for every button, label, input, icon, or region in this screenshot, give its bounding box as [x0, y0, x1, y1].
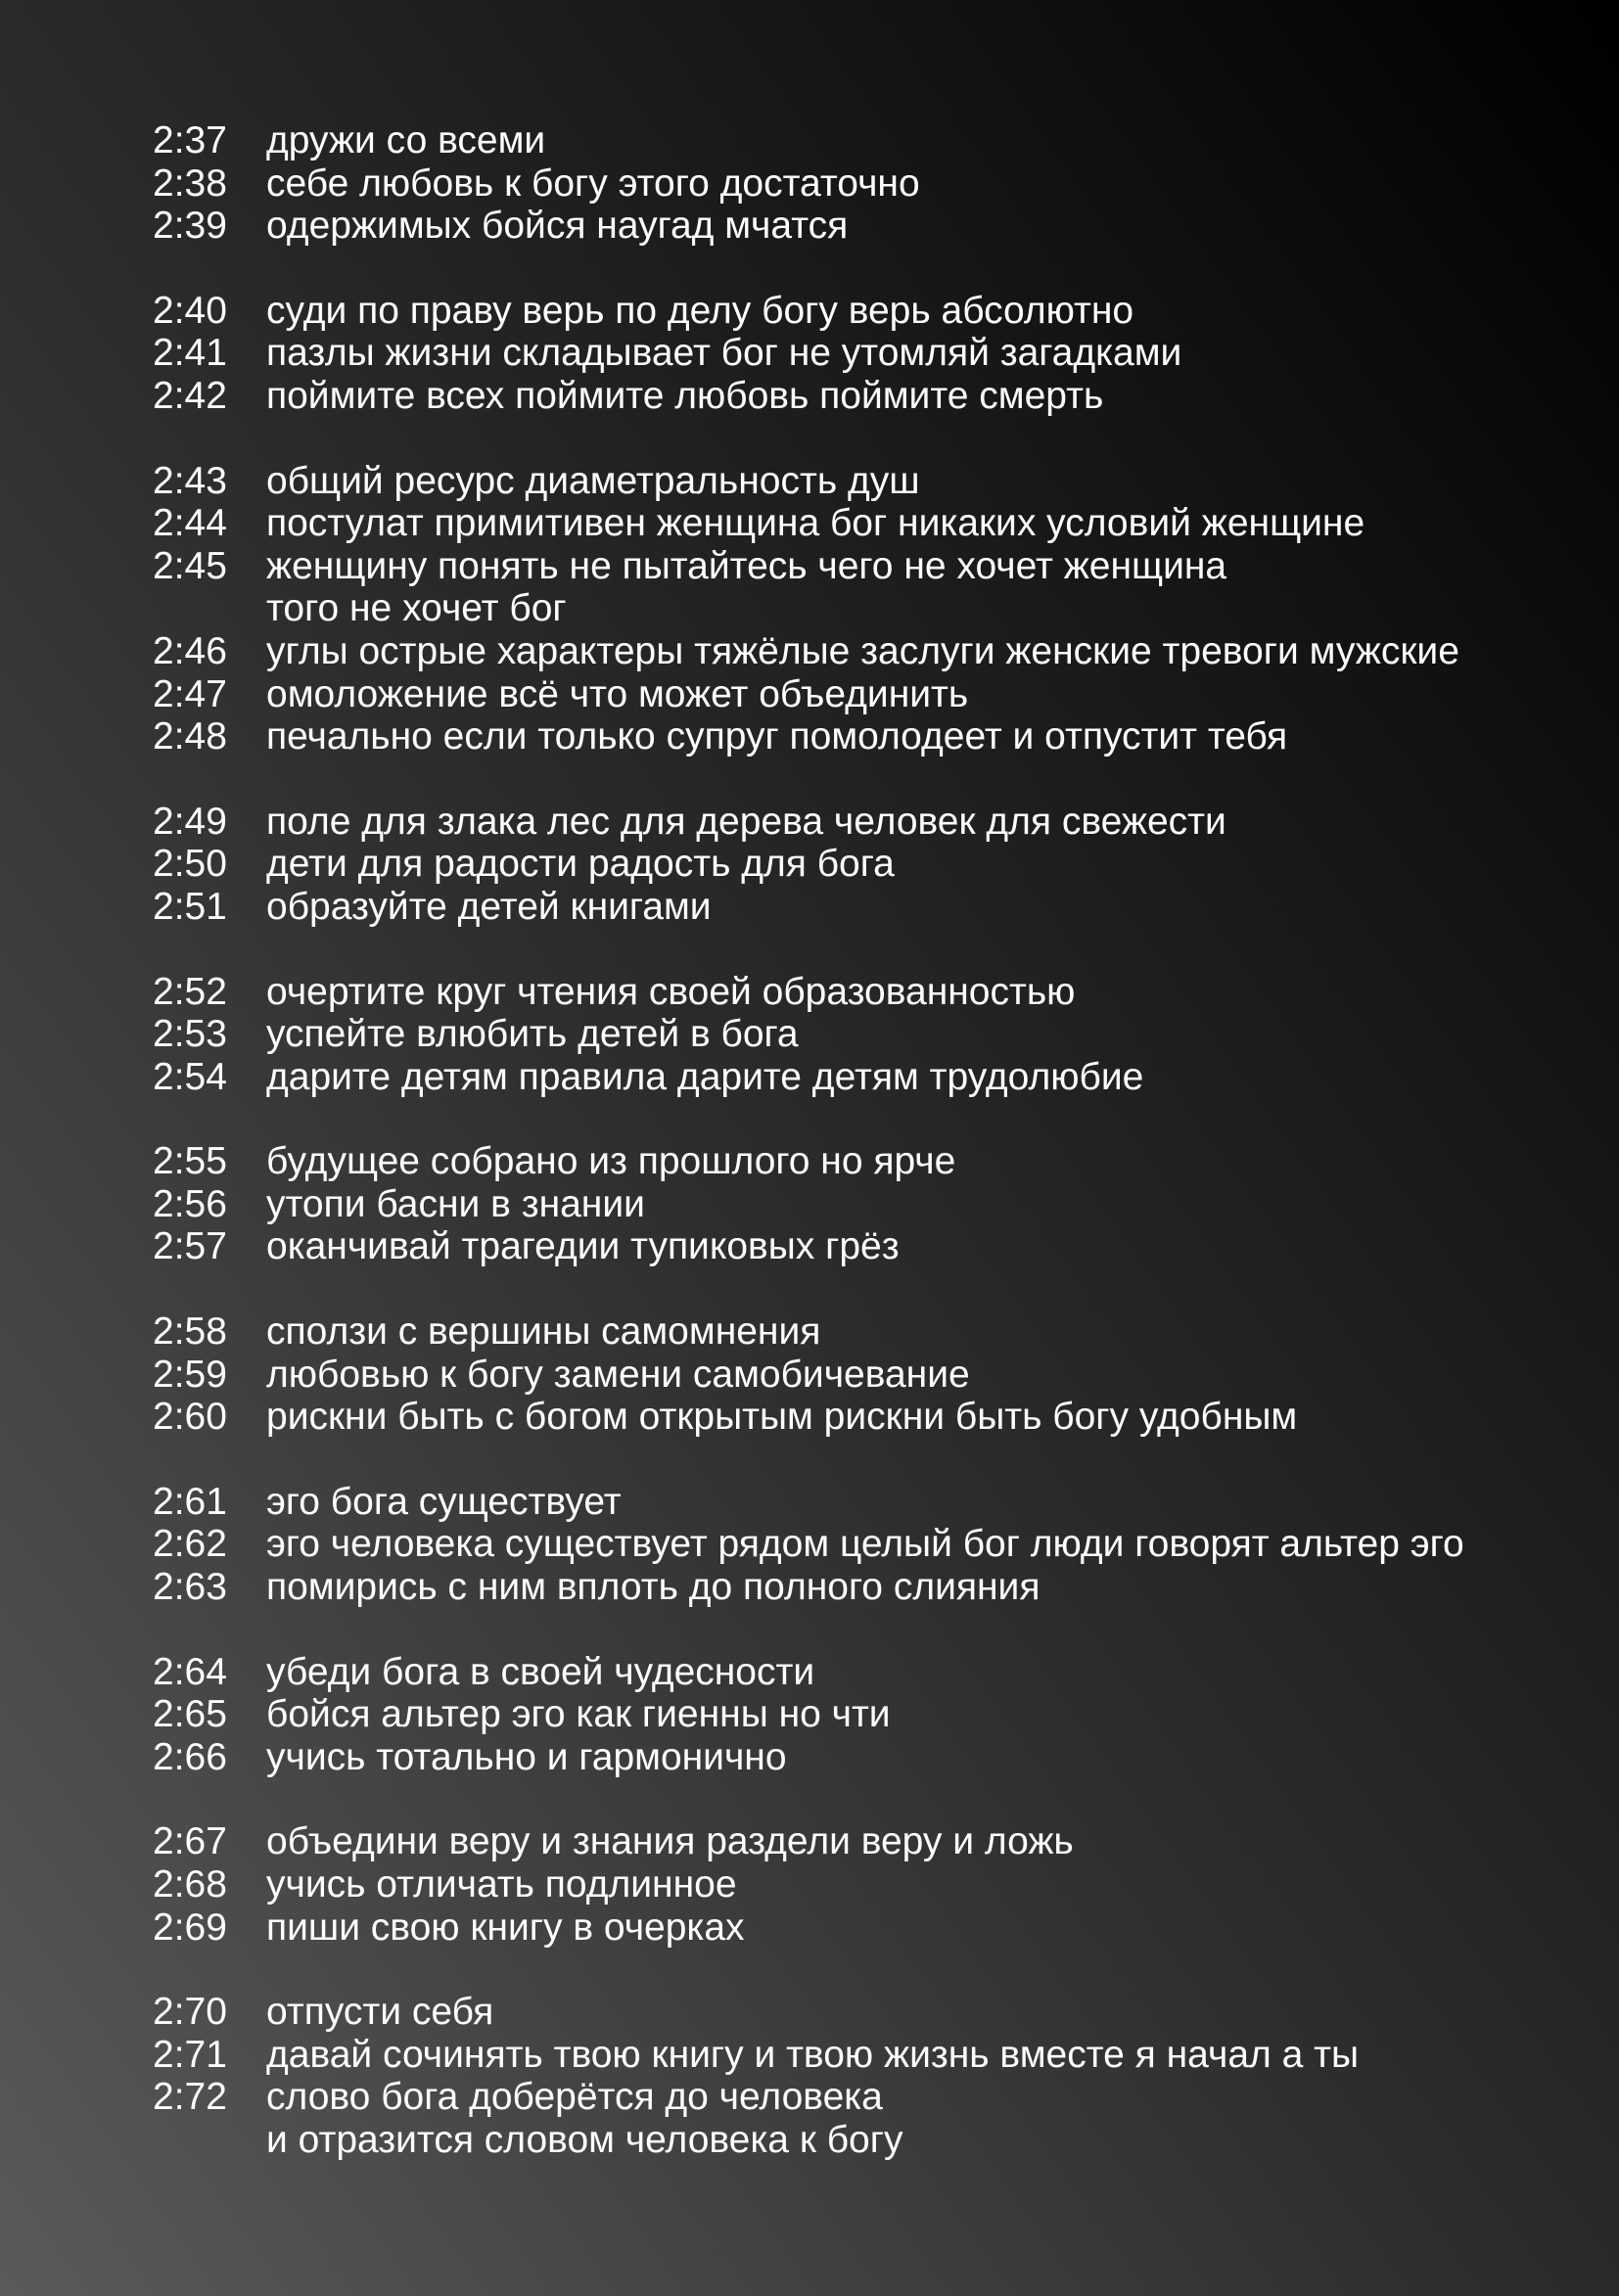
verse-line: женщину понять не пытайтесь чего не хочет женщина — [266, 544, 1227, 587]
verse-line: оканчивай трагедии тупиковых грёз — [266, 1225, 900, 1268]
verse-line: утопи басни в знании — [266, 1182, 645, 1225]
verse-line: поле для злака лес для дерева человек для свежести — [266, 800, 1226, 843]
verse — [153, 673, 1582, 716]
verse-text — [266, 1354, 1582, 1397]
verse — [153, 1863, 1582, 1906]
verse-line: и отразится словом человека к богу — [266, 2118, 903, 2161]
verse — [153, 1140, 1582, 1183]
verse — [153, 290, 1582, 333]
stanza — [153, 1651, 1582, 1779]
verse-text — [266, 332, 1582, 375]
verse-number: 2:72 — [153, 2076, 227, 2119]
verse-line: того не хочет бог — [266, 587, 567, 630]
verse-line: общий ресурс диаметральность душ — [266, 459, 920, 502]
verse — [153, 502, 1582, 545]
verse — [153, 1056, 1582, 1099]
stanza — [153, 801, 1582, 929]
verse-text — [266, 460, 1582, 503]
verse-line: пиши свою книгу в очерках — [266, 1906, 745, 1949]
verse-text — [266, 1863, 1582, 1906]
verse-number: 2:47 — [153, 672, 227, 715]
stanza — [153, 119, 1582, 248]
verse-line: любовью к богу замени самобичевание — [266, 1353, 970, 1396]
verse-number: 2:66 — [153, 1735, 227, 1778]
verse-number: 2:54 — [153, 1055, 227, 1098]
verse-number: 2:57 — [153, 1225, 227, 1268]
verse-number: 2:55 — [153, 1140, 227, 1183]
verse — [153, 119, 1582, 162]
verse — [153, 715, 1582, 758]
verse — [153, 1566, 1582, 1609]
verse-line: бойся альтер эго как гиенны но чти — [266, 1693, 891, 1736]
verse-text — [266, 290, 1582, 333]
verse-number: 2:64 — [153, 1650, 227, 1693]
verse-line: сползи с вершины самомнения — [266, 1310, 821, 1354]
verse — [153, 1396, 1582, 1439]
verse-line: дружи со всеми — [266, 119, 546, 161]
verse-line: дарите детям правила дарите детям трудолюбие — [266, 1055, 1144, 1098]
verse-line: поймите всех поймите любовь поймите смерть — [266, 374, 1104, 417]
verse-number: 2:62 — [153, 1523, 227, 1566]
stanza — [153, 1820, 1582, 1949]
verse-text — [266, 375, 1582, 418]
verse-line: объедини веру и знания раздели веру и ложь — [266, 1820, 1074, 1863]
verse-text — [266, 630, 1582, 673]
verse-text — [266, 2034, 1582, 2077]
verse-line: суди по праву верь по делу богу верь абсолютно — [266, 289, 1134, 332]
verse-number: 2:53 — [153, 1013, 227, 1056]
verse-page — [153, 119, 1582, 2204]
verse-text — [266, 1820, 1582, 1863]
verse-line: печально если только супруг помолодеет и отпустит тебя — [266, 715, 1288, 758]
verse-text — [266, 1183, 1582, 1226]
verse-line: убеди бога в своей чудесности — [266, 1650, 815, 1693]
verse-number: 2:69 — [153, 1906, 227, 1949]
verse — [153, 1906, 1582, 1950]
verse-number: 2:45 — [153, 544, 227, 587]
verse-text — [266, 545, 1582, 630]
verse-number: 2:61 — [153, 1480, 227, 1523]
verse-number: 2:70 — [153, 1991, 227, 2034]
verse-text — [266, 2076, 1582, 2161]
verse-number: 2:37 — [153, 119, 227, 161]
verse — [153, 162, 1582, 206]
verse-number: 2:58 — [153, 1310, 227, 1354]
stanza — [153, 1481, 1582, 1609]
verse — [153, 971, 1582, 1014]
verse-number: 2:39 — [153, 205, 227, 248]
verse-number: 2:38 — [153, 161, 227, 205]
verse-text — [266, 1481, 1582, 1524]
verse-text — [266, 502, 1582, 545]
verse-number: 2:71 — [153, 2033, 227, 2076]
verse — [153, 1481, 1582, 1524]
verse — [153, 2034, 1582, 2077]
verse-number: 2:48 — [153, 715, 227, 758]
verse-line: образуйте детей книгами — [266, 885, 712, 928]
verse-text — [266, 801, 1582, 844]
verse — [153, 1523, 1582, 1566]
verse — [153, 1991, 1582, 2034]
stanza — [153, 460, 1582, 758]
verse-text — [266, 673, 1582, 716]
verse-line: омоложение всё что может объединить — [266, 672, 969, 715]
verse-line: давай сочинять твою книгу и твою жизнь вместе я начал а ты — [266, 2033, 1360, 2076]
verse-line: помирись с ним вплоть до полного слияния — [266, 1566, 1041, 1609]
verse — [153, 545, 1582, 630]
verse-line: себе любовь к богу этого достаточно — [266, 161, 920, 205]
verse-line: углы острые характеры тяжёлые заслуги женские тревоги мужские — [266, 629, 1459, 672]
verse-text — [266, 1906, 1582, 1950]
stanza — [153, 1140, 1582, 1268]
verse-text — [266, 1310, 1582, 1354]
verse-text — [266, 1523, 1582, 1566]
verse-line: одержимых бойся наугад мчатся — [266, 205, 849, 248]
verse — [153, 1225, 1582, 1268]
verse-number: 2:68 — [153, 1863, 227, 1906]
verse — [153, 630, 1582, 673]
verse-line: рискни быть с богом открытым рискни быть богу удобным — [266, 1396, 1298, 1439]
verse-line: успейте влюбить детей в бога — [266, 1013, 799, 1056]
verse-number: 2:67 — [153, 1820, 227, 1863]
verse — [153, 886, 1582, 929]
verse — [153, 1013, 1582, 1056]
verse-text — [266, 886, 1582, 929]
verse — [153, 1693, 1582, 1736]
verse-number: 2:40 — [153, 289, 227, 332]
verse-line: эго человека существует рядом целый бог люди говорят альтер эго — [266, 1523, 1464, 1566]
verse — [153, 1310, 1582, 1354]
verse-number: 2:46 — [153, 629, 227, 672]
verse-line: отпусти себя — [266, 1991, 494, 2034]
verse-text — [266, 1651, 1582, 1694]
verse-text — [266, 119, 1582, 162]
verse — [153, 843, 1582, 886]
verse-text — [266, 1013, 1582, 1056]
verse-line: учись отличать подлинное — [266, 1863, 737, 1906]
verse-number: 2:49 — [153, 800, 227, 843]
verse-number: 2:63 — [153, 1566, 227, 1609]
verse-number: 2:52 — [153, 970, 227, 1013]
verse — [153, 2076, 1582, 2161]
verse-number: 2:51 — [153, 885, 227, 928]
verse-line: дети для радости радость для бога — [266, 843, 895, 886]
verse-line: слово бога доберётся до человека — [266, 2076, 883, 2119]
verse-number: 2:43 — [153, 459, 227, 502]
verse — [153, 1651, 1582, 1694]
verse — [153, 375, 1582, 418]
verse-number: 2:60 — [153, 1396, 227, 1439]
stanza — [153, 1310, 1582, 1439]
verse — [153, 1820, 1582, 1863]
verse-text — [266, 1693, 1582, 1736]
verse-number: 2:65 — [153, 1693, 227, 1736]
verse-text — [266, 1736, 1582, 1779]
verse-number: 2:59 — [153, 1353, 227, 1396]
verse-line: пазлы жизни складывает бог не утомляй загадками — [266, 332, 1182, 375]
verse — [153, 1354, 1582, 1397]
verse-text — [266, 1225, 1582, 1268]
verse-text — [266, 1991, 1582, 2034]
stanza — [153, 1991, 1582, 2161]
verse-text — [266, 205, 1582, 248]
verse-text — [266, 971, 1582, 1014]
verse — [153, 1736, 1582, 1779]
verse-text — [266, 162, 1582, 206]
verse-line: очертите круг чтения своей образованностью — [266, 970, 1076, 1013]
verse-line: постулат примитивен женщина бог никаких условий женщине — [266, 502, 1365, 545]
verse-text — [266, 1056, 1582, 1099]
verse — [153, 332, 1582, 375]
verse-line: эго бога существует — [266, 1480, 622, 1523]
verse-text — [266, 1566, 1582, 1609]
verse-text — [266, 1140, 1582, 1183]
stanza — [153, 290, 1582, 418]
verse-text — [266, 843, 1582, 886]
verse-line: учись тотально и гармонично — [266, 1735, 787, 1778]
verse-text — [266, 1396, 1582, 1439]
verse — [153, 460, 1582, 503]
verse — [153, 801, 1582, 844]
verse-text — [266, 715, 1582, 758]
verse-number: 2:41 — [153, 332, 227, 375]
verse-number: 2:44 — [153, 502, 227, 545]
verse-number: 2:56 — [153, 1182, 227, 1225]
verse — [153, 1183, 1582, 1226]
verse-line: будущее собрано из прошлого но ярче — [266, 1140, 956, 1183]
verse — [153, 205, 1582, 248]
verse-number: 2:42 — [153, 374, 227, 417]
verse-number: 2:50 — [153, 843, 227, 886]
stanza — [153, 971, 1582, 1099]
